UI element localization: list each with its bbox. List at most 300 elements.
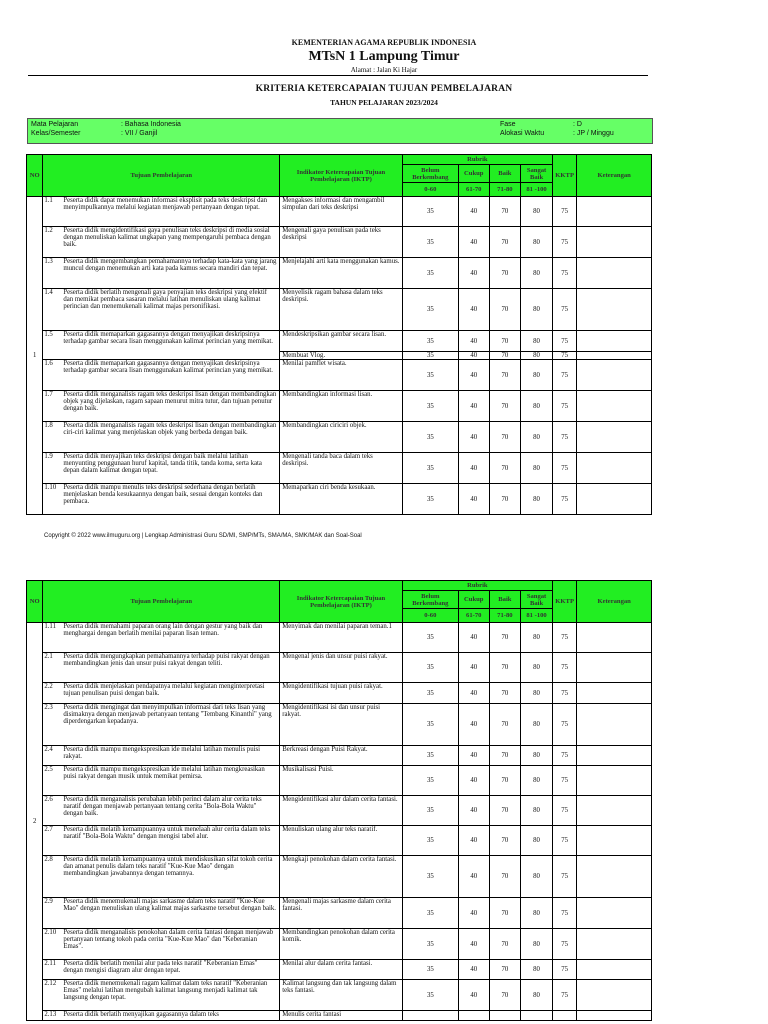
keterangan-cell	[577, 1011, 652, 1021]
range-cukup: 61-70	[458, 609, 489, 623]
score-cukup: 40	[458, 360, 489, 391]
keterangan-cell	[577, 289, 652, 331]
tp-text: Peserta didik mengembangkan pemahamannya terhadap kata-kata yang jarang muncul dengan menemukan arti kata pada kamus secara mandiri dan tepat.	[63, 258, 277, 272]
score-baik: 70	[489, 289, 521, 331]
kktp-value: 75	[552, 683, 577, 704]
tujuan-cell	[43, 197, 280, 227]
info-box	[27, 118, 653, 144]
kktp-value: 75	[552, 929, 577, 960]
tujuan-cell	[43, 826, 280, 856]
tp-number: 1.10	[44, 484, 57, 491]
phase-label: Fase	[500, 121, 516, 128]
keterangan-cell	[577, 258, 652, 289]
iktp-cell: Mengakses informasi dan mengambil simpulan dari teks deskripsi	[280, 197, 403, 227]
score-baik: 70	[489, 653, 521, 683]
score-sangat: 80	[521, 422, 553, 453]
score-sangat: 80	[521, 484, 553, 515]
kktp-value: 75	[552, 960, 577, 980]
score-baik: 70	[489, 766, 521, 796]
keterangan-cell	[577, 453, 652, 484]
score-belum: 35	[402, 360, 458, 391]
row-number: 1	[27, 197, 43, 515]
tp-number: 2.3	[44, 704, 53, 711]
tujuan-cell	[43, 796, 280, 826]
score-cukup: 40	[458, 422, 489, 453]
kktp-value: 75	[552, 484, 577, 515]
tp-text: Peserta didik menganalisis penokohan dalam cerita fantasi dengan menjawab pertanyaan tentang tokoh pada cerita "Kue-Kue Mao" dan "Keberanian Emas".	[63, 929, 274, 950]
score-baik: 70	[489, 826, 521, 856]
tp-text: Peserta didik mampu menulis teks deskripsi sederhana dengan berlatih menjelaskan benda kesukaannya dengan baik, sesuai dengan konteks dan pembaca.	[63, 484, 263, 505]
score-belum: 35	[402, 352, 458, 360]
school-address: Alamat : Jalan Ki Hajar	[350, 66, 418, 74]
tp-number: 2.9	[44, 898, 53, 905]
iktp-cell: Mengidentifikasi tujuan puisi rakyat.	[280, 683, 403, 704]
criteria-table-2	[26, 580, 652, 1021]
score-baik: 70	[489, 898, 521, 929]
kktp-value: 75	[552, 826, 577, 856]
table-row	[27, 360, 652, 391]
range-sangat: 81 -100	[521, 609, 553, 623]
tp-number: 1.1	[44, 197, 53, 204]
score-baik: 70	[489, 856, 521, 898]
kktp-value: 75	[552, 980, 577, 1011]
keterangan-cell	[577, 960, 652, 980]
kktp-value: 75	[552, 360, 577, 391]
tp-text: Peserta didik mampu mengekspresikan ide melalui latihan mengkreasikan puisi rakyat dengan musik untuk memikat pemirsa.	[63, 766, 265, 780]
score-sangat: 80	[521, 796, 553, 826]
tp-number: 2.2	[44, 683, 53, 690]
iktp-cell: Menyimak dan menilai paparan teman.1	[280, 623, 403, 653]
kktp-value: 75	[552, 331, 577, 352]
keterangan-cell	[577, 746, 652, 766]
kktp-value: 75	[552, 653, 577, 683]
iktp-cell: Memaparkan ciri benda kesukaan.	[280, 484, 403, 515]
tujuan-cell	[43, 766, 280, 796]
header-sangat-baik: Sangat Baik	[521, 165, 553, 183]
score-belum: 35	[402, 653, 458, 683]
score-belum: 35	[402, 258, 458, 289]
header-iktp: Indikator Ketercapaian Tujuan Pembelajaran (IKTP)	[280, 155, 403, 197]
score-baik: 70	[489, 484, 521, 515]
keterangan-cell	[577, 360, 652, 391]
header-cukup: Cukup	[458, 591, 489, 609]
tp-number: 1.2	[44, 227, 53, 234]
kktp-value: 75	[552, 623, 577, 653]
score-baik: 70	[489, 929, 521, 960]
header-rubrik: Rubrik	[402, 155, 552, 165]
score-cukup: 40	[458, 704, 489, 746]
score-cukup: 40	[458, 227, 489, 258]
score-belum: 35	[402, 683, 458, 704]
score-sangat: 80	[521, 929, 553, 960]
class-value: : VII / Ganjil	[121, 130, 158, 137]
tujuan-cell	[43, 980, 280, 1011]
tp-text: Peserta didik melatih kemampuannya untuk menelaah alur cerita dalam teks naratif "Bola-Bola Waktu" dengan mengisi tabel alur.	[63, 826, 271, 840]
tujuan-cell	[43, 856, 280, 898]
score-sangat: 80	[521, 980, 553, 1011]
tp-number: 2.1	[44, 653, 53, 660]
tp-text: Peserta didik memaparkan gagasannya dengan menyajikan deskripsinya terhadap gambar secara lisan menggunakan kalimat perincian yang memikat.	[63, 360, 274, 374]
header-baik: Baik	[489, 591, 521, 609]
header-belum-berkembang: Belum Berkembang	[402, 591, 458, 609]
score-belum: 35	[402, 197, 458, 227]
table-row	[27, 484, 652, 515]
iktp-cell: Mengenal jenis dan unsur puisi rakyat.	[280, 653, 403, 683]
kktp-value	[552, 1011, 577, 1021]
score-sangat: 80	[521, 856, 553, 898]
score-sangat: 80	[521, 683, 553, 704]
tujuan-cell	[43, 683, 280, 704]
score-baik: 70	[489, 980, 521, 1011]
tujuan-cell	[43, 258, 280, 289]
score-belum: 35	[402, 960, 458, 980]
score-cukup	[458, 1011, 489, 1021]
tp-number: 1.9	[44, 453, 53, 460]
range-sangat: 81 -100	[521, 183, 553, 197]
score-cukup: 40	[458, 331, 489, 352]
tp-text: Peserta didik mengungkapkan pemahamannya terhadap puisi rakyat dengan membandingkan jenis dan unsur puisi rakyat dengan teliti.	[63, 653, 270, 667]
header-rubrik: Rubrik	[402, 581, 552, 591]
tp-text: Peserta didik menganalisis ragam teks deskripsi lisan dengan membandingkan objek yang dijelaskan, ragam sapaan menurut mitra tutur, dan tujuan penutur dengan baik.	[63, 391, 277, 412]
iktp-cell: Menilai pamflet wisata.	[280, 360, 403, 391]
score-cukup: 40	[458, 683, 489, 704]
tujuan-cell	[43, 898, 280, 929]
score-sangat: 80	[521, 453, 553, 484]
table-row	[27, 856, 652, 898]
iktp-cell: Menyelisik ragam bahasa dalam teks deskripsi.	[280, 289, 403, 331]
score-belum: 35	[402, 391, 458, 422]
score-cukup: 40	[458, 929, 489, 960]
iktp-cell: Musikalisasi Puisi.	[280, 766, 403, 796]
iktp-cell: Membuat Vlog.	[280, 352, 403, 360]
table-row	[27, 826, 652, 856]
tp-number: 2.6	[44, 796, 53, 803]
table-row	[27, 653, 652, 683]
keterangan-cell	[577, 929, 652, 960]
score-baik: 70	[489, 796, 521, 826]
score-baik	[489, 1011, 521, 1021]
keterangan-cell	[577, 826, 652, 856]
ministry-name: KEMENTERIAN AGAMA REPUBLIK INDONESIA	[291, 38, 477, 47]
header-keterangan: Keterangan	[577, 581, 652, 623]
score-belum: 35	[402, 980, 458, 1011]
score-cukup: 40	[458, 766, 489, 796]
subject-value: : Bahasa Indonesia	[121, 121, 181, 128]
score-cukup: 40	[458, 352, 489, 360]
keterangan-cell	[577, 227, 652, 258]
phase-value: : D	[573, 121, 582, 128]
tp-number: 1.8	[44, 422, 53, 429]
range-baik: 71-80	[489, 183, 521, 197]
tp-text: Peserta didik berlatih menilai alur pada teks naratif "Keberanian Emas" dengan mengisi diagram alur dengan tepat.	[63, 960, 258, 974]
kktp-value: 75	[552, 289, 577, 331]
tujuan-cell	[43, 360, 280, 391]
row-number: 2	[27, 623, 43, 1021]
tujuan-cell	[43, 453, 280, 484]
kktp-value: 75	[552, 796, 577, 826]
range-cukup: 61-70	[458, 183, 489, 197]
keterangan-cell	[577, 484, 652, 515]
table-row	[27, 623, 652, 653]
iktp-cell: Mengidentifikasi alur dalam cerita fantasi.	[280, 796, 403, 826]
iktp-cell: Menjelajahi arti kata menggunakan kamus.	[280, 258, 403, 289]
tp-number: 2.13	[44, 1011, 57, 1018]
score-sangat: 80	[521, 898, 553, 929]
score-belum: 35	[402, 453, 458, 484]
score-cukup: 40	[458, 453, 489, 484]
score-cukup: 40	[458, 796, 489, 826]
document-title: KRITERIA KETERCAPAIAN TUJUAN PEMBELAJARAN	[255, 84, 513, 94]
score-sangat: 80	[521, 258, 553, 289]
score-baik: 70	[489, 227, 521, 258]
score-sangat: 80	[521, 623, 553, 653]
kktp-value: 75	[552, 197, 577, 227]
table-row	[27, 197, 652, 227]
table-row	[27, 746, 652, 766]
score-belum: 35	[402, 484, 458, 515]
kktp-value: 75	[552, 227, 577, 258]
kktp-value: 75	[552, 704, 577, 746]
score-belum: 35	[402, 766, 458, 796]
tp-text: Peserta didik menemukenali majas sarkasme dalam teks naratif "Kue-Kue Mao" dengan menuliskan ulang kalimat majas sarkasme tersebut dengan baik.	[63, 898, 276, 912]
table-row	[27, 391, 652, 422]
table-row	[27, 980, 652, 1011]
range-belum: 0-60	[402, 609, 458, 623]
iktp-cell: Mengkaji penokohan dalam cerita fantasi.	[280, 856, 403, 898]
iktp-cell: Membandingkan informasi lisan.	[280, 391, 403, 422]
school-name: MTsN 1 Lampung Timur	[308, 49, 460, 64]
tp-text: Peserta didik memahami paparan orang lain dengan gestur yang baik dan menghargai dengan berlatih menilai paparan lisan teman.	[63, 623, 263, 637]
score-belum: 35	[402, 796, 458, 826]
tp-number: 2.11	[44, 960, 56, 967]
header-sangat-baik: Sangat Baik	[521, 591, 553, 609]
score-belum: 35	[402, 623, 458, 653]
tujuan-cell	[43, 1011, 280, 1021]
iktp-cell: Membandingkan ciriciri objek.	[280, 422, 403, 453]
keterangan-cell	[577, 422, 652, 453]
score-sangat: 80	[521, 227, 553, 258]
keterangan-cell	[577, 898, 652, 929]
tujuan-cell	[43, 289, 280, 331]
keterangan-cell	[577, 980, 652, 1011]
score-cukup: 40	[458, 197, 489, 227]
score-baik: 70	[489, 422, 521, 453]
kktp-value: 75	[552, 258, 577, 289]
tp-number: 1.7	[44, 391, 53, 398]
score-sangat: 80	[521, 704, 553, 746]
tp-number: 2.5	[44, 766, 53, 773]
score-sangat: 80	[521, 289, 553, 331]
tp-text: Peserta didik melatih kemampuannya untuk mendiskusikan sifat tokoh cerita dan amanat penulis dalam teks naratif "Kue-Kue Mao" dengan membandingkan jawabannya dengan temannya.	[63, 856, 273, 877]
score-baik: 70	[489, 453, 521, 484]
keterangan-cell	[577, 704, 652, 746]
tp-text: Peserta didik menemukenali ragam kalimat dalam teks naratif "Keberanian Emas" melalui latihan mengubah kalimat langsung menjadi kalimat tak langsung dengan tepat.	[63, 980, 268, 1001]
table-row	[27, 683, 652, 704]
score-belum: 35	[402, 289, 458, 331]
score-cukup: 40	[458, 980, 489, 1011]
tp-text: Peserta didik berlatih mengenali gaya penyajian teks deskripsi yang efektif dan memikat pembaca sasaran melalui latihan menuliskan ulang kalimat perincian dan menemukenali kalimat majas personifikasi.	[63, 289, 267, 310]
score-belum: 35	[402, 826, 458, 856]
keterangan-cell	[577, 391, 652, 422]
score-cukup: 40	[458, 898, 489, 929]
tp-number: 1.4	[44, 289, 53, 296]
keterangan-cell	[577, 653, 652, 683]
score-cukup: 40	[458, 623, 489, 653]
table-row	[27, 331, 652, 352]
header-cukup: Cukup	[458, 165, 489, 183]
score-cukup: 40	[458, 258, 489, 289]
iktp-cell: Kalimat langsung dan tak langsung dalam teks fantasi.	[280, 980, 403, 1011]
header-keterangan: Keterangan	[577, 155, 652, 197]
score-belum	[402, 1011, 458, 1021]
score-baik: 70	[489, 197, 521, 227]
time-label: Alokasi Waktu	[500, 130, 545, 137]
kktp-value: 75	[552, 352, 577, 360]
header-no: NO	[27, 155, 43, 197]
tujuan-cell	[43, 484, 280, 515]
tp-text: Peserta didik menjelaskan pendapatnya melalui kegiatan menginterpretasi tujuan penulisan puisi dengan baik.	[63, 683, 265, 697]
tp-number: 2.7	[44, 826, 53, 833]
score-belum: 35	[402, 422, 458, 453]
score-belum: 35	[402, 704, 458, 746]
score-baik: 70	[489, 391, 521, 422]
subject-label: Mata Pelajaran	[31, 121, 79, 128]
table-row	[27, 1011, 652, 1021]
score-sangat: 80	[521, 360, 553, 391]
score-cukup: 40	[458, 391, 489, 422]
kktp-value: 75	[552, 898, 577, 929]
header-kktp: KKTP	[552, 155, 577, 197]
score-baik: 70	[489, 331, 521, 352]
tujuan-cell	[43, 704, 280, 746]
score-sangat: 80	[521, 391, 553, 422]
score-baik: 70	[489, 258, 521, 289]
table-row	[27, 227, 652, 258]
keterangan-cell	[577, 352, 652, 360]
kktp-value: 75	[552, 391, 577, 422]
tp-text: Peserta didik menganalisis perubahan lebih perinci dalam alur cerita teks naratif dengan menjawab pertanyaan tentang cerita "Bola-Bola Waktu" dengan baik.	[63, 796, 262, 817]
table-row	[27, 258, 652, 289]
criteria-table-1	[26, 154, 652, 515]
tujuan-cell	[43, 746, 280, 766]
iktp-cell: Membandingkan penokohan dalam cerita komik.	[280, 929, 403, 960]
score-cukup: 40	[458, 484, 489, 515]
score-sangat: 80	[521, 746, 553, 766]
score-cukup: 40	[458, 289, 489, 331]
score-baik: 70	[489, 746, 521, 766]
table-row	[27, 289, 652, 331]
tp-number: 2.10	[44, 929, 57, 936]
iktp-cell: Menilai alur dalam cerita fantasi.	[280, 960, 403, 980]
score-baik: 70	[489, 704, 521, 746]
tp-text: Peserta didik menganalisis ragam teks deskripsi lisan dengan membandingkan ciri-ciri kalimat yang menjelaskan objek yang berbeda dengan baik.	[63, 422, 277, 436]
keterangan-cell	[577, 331, 652, 352]
score-belum: 35	[402, 929, 458, 960]
table-row	[27, 960, 652, 980]
table-row	[27, 929, 652, 960]
score-cukup: 40	[458, 960, 489, 980]
table-row	[27, 898, 652, 929]
kktp-value: 75	[552, 766, 577, 796]
tp-text: Peserta didik memaparkan gagasannya dengan menyajikan deskripsinya terhadap gambar secara lisan menggunakan kalimat perincian yang memikat.	[63, 331, 274, 345]
score-sangat	[521, 1011, 553, 1021]
tujuan-cell	[43, 331, 280, 360]
range-baik: 71-80	[489, 609, 521, 623]
table-row	[27, 766, 652, 796]
score-baik: 70	[489, 683, 521, 704]
score-baik: 70	[489, 352, 521, 360]
table-row	[27, 796, 652, 826]
header-iktp: Indikator Ketercapaian Tujuan Pembelajaran (IKTP)	[280, 581, 403, 623]
tp-text: Peserta didik menyajikan teks deskripsi dengan baik melalui latihan menyunting penggunaan huruf kapital, tanda titik, tanda koma, serta kata depan dalam kalimat dengan tepat.	[63, 453, 262, 474]
academic-year: TAHUN PELAJARAN 2023/2024	[330, 98, 438, 107]
iktp-cell: Berkreasi dengan Puisi Rakyat.	[280, 746, 403, 766]
iktp-cell: Menulis cerita fantasi	[280, 1011, 403, 1021]
header-belum-berkembang: Belum Berkembang	[402, 165, 458, 183]
tujuan-cell	[43, 623, 280, 653]
score-belum: 35	[402, 227, 458, 258]
header-tujuan: Tujuan Pembelajaran	[43, 155, 280, 197]
table-row	[27, 422, 652, 453]
tp-text: Peserta didik mampu mengekspresikan ide melalui latihan menulis puisi rakyat.	[63, 746, 261, 760]
table-row	[27, 704, 652, 746]
header-kktp: KKTP	[552, 581, 577, 623]
keterangan-cell	[577, 623, 652, 653]
iktp-cell: Mengenali majas sarkasme dalam cerita fantasi.	[280, 898, 403, 929]
keterangan-cell	[577, 856, 652, 898]
kktp-value: 75	[552, 856, 577, 898]
tujuan-cell	[43, 227, 280, 258]
score-sangat: 80	[521, 960, 553, 980]
iktp-cell: Mengenali gaya penulisan pada teks deskripsi	[280, 227, 403, 258]
score-cukup: 40	[458, 826, 489, 856]
tujuan-cell	[43, 391, 280, 422]
score-belum: 35	[402, 331, 458, 352]
tp-number: 1.3	[44, 258, 53, 265]
tp-number: 2.8	[44, 856, 53, 863]
keterangan-cell	[577, 766, 652, 796]
tp-number: 1.5	[44, 331, 53, 338]
tp-text: Peserta didik dapat menemukan informasi eksplisit pada teks deskripsi dan menyimpulkannya melalui kegiatan menjawab pertanyaan dengan tepat.	[63, 197, 267, 211]
score-cukup: 40	[458, 746, 489, 766]
score-belum: 35	[402, 898, 458, 929]
header-divider	[28, 75, 648, 76]
score-cukup: 40	[458, 653, 489, 683]
range-belum: 0-60	[402, 183, 458, 197]
score-cukup: 40	[458, 856, 489, 898]
class-label: Kelas/Semester	[31, 130, 81, 137]
tp-number: 1.11	[44, 623, 56, 630]
table-row	[27, 453, 652, 484]
score-belum: 35	[402, 856, 458, 898]
iktp-cell: Mengenali tanda baca dalam teks deskripsi.	[280, 453, 403, 484]
tujuan-cell	[43, 929, 280, 960]
kktp-value: 75	[552, 453, 577, 484]
header-no: NO	[27, 581, 43, 623]
score-sangat: 80	[521, 352, 553, 360]
kktp-value: 75	[552, 422, 577, 453]
keterangan-cell	[577, 197, 652, 227]
kktp-value: 75	[552, 746, 577, 766]
keterangan-cell	[577, 796, 652, 826]
header-baik: Baik	[489, 165, 521, 183]
tp-text: Peserta didik mengidentifikasi gaya penulisan teks deskripsi di media sosial dengan menuliskan kalimat ungkapan yang mempengaruhi pembaca dengan baik.	[63, 227, 271, 248]
tp-number: 1.6	[44, 360, 53, 367]
keterangan-cell	[577, 683, 652, 704]
score-sangat: 80	[521, 653, 553, 683]
tp-number: 2.12	[44, 980, 57, 987]
score-sangat: 80	[521, 766, 553, 796]
